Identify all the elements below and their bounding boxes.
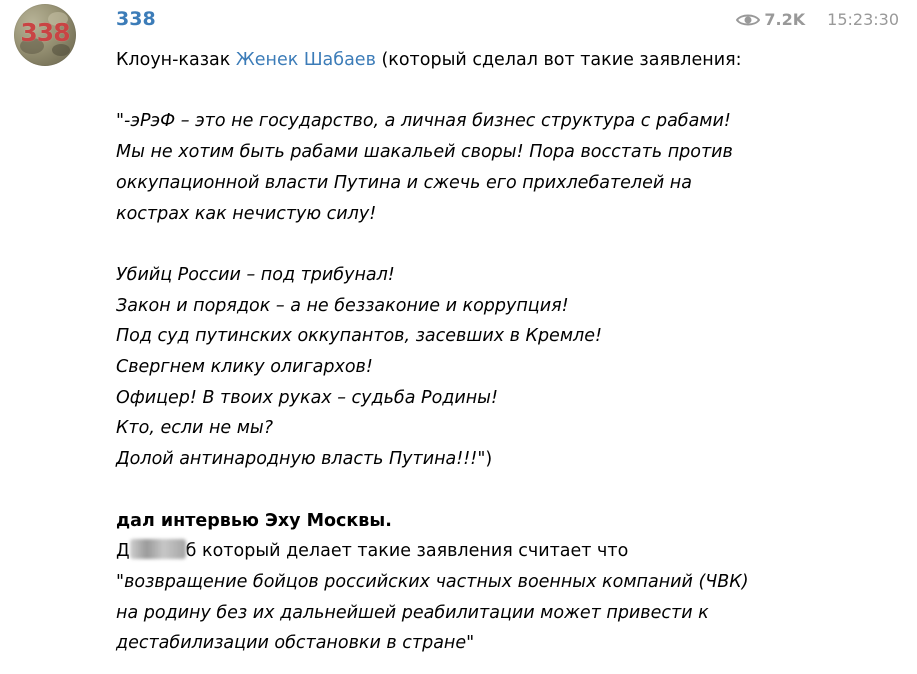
view-count: 7.2K [764,10,806,29]
quote-text: Долой антинародную власть Путина!!!" [116,449,486,470]
message-line [116,536,906,567]
bold-line: дал интервью Эху Москвы. [116,510,392,531]
quote-text: дестабилизации обстановки в стране [116,633,467,654]
avatar-label: 338 [20,18,70,47]
quote-text: возвращение бойцов российских частных военных компаний (ЧВК) [124,571,749,592]
quote-open: " [116,571,125,592]
message-text: Клоун-казак [116,50,236,70]
channel-avatar[interactable] [14,4,76,66]
quote-line: Кто, если не мы? [116,418,274,439]
quote-close: " [466,633,475,654]
message-text: (который сделал вот такие заявления: [375,50,742,70]
message-text: Д [116,541,130,562]
quote-line: Офицер! В твоих руках – судьба Родины! [116,387,499,408]
spacer [116,229,906,260]
message-time[interactable]: 15:23:30 [827,10,899,29]
spacer [116,76,906,107]
eye-icon [736,12,760,28]
quote-line: на родину без их дальнейшей реабилитации может привести к [116,602,709,623]
quote-line: Под суд путинских оккупантов, засевших в Кремле! [116,326,602,347]
message-text: б который делает такие заявления считает что [185,541,629,562]
quote-close: ) [485,449,493,470]
quote-line: Закон и порядок – а не беззаконие и коррупция! [116,295,569,316]
person-link[interactable]: Женек Шабаев [235,50,376,70]
quote-line: кострах как нечистую силу! [116,203,377,224]
spacer [116,475,906,506]
quote-line [116,444,906,475]
quote-line: Свергнем клику олигархов! [116,357,373,377]
message-meta [736,10,899,29]
quote-line: "-эРэФ – это не государство, а личная бизнес структура с рабами! [116,111,731,132]
quote-line [116,628,906,659]
channel-name-link[interactable]: 338 [116,8,156,30]
quote-line: оккупационной власти Путина и сжечь его прихлебателей на [116,172,692,193]
quote-line: Мы не хотим быть рабами шакальей своры! Пора восстать против [116,142,733,163]
redacted-text [130,539,186,559]
message-body [116,45,906,659]
message-line [116,45,906,76]
quote-line [116,567,906,598]
quote-line: Убийц России – под трибунал! [116,264,395,285]
